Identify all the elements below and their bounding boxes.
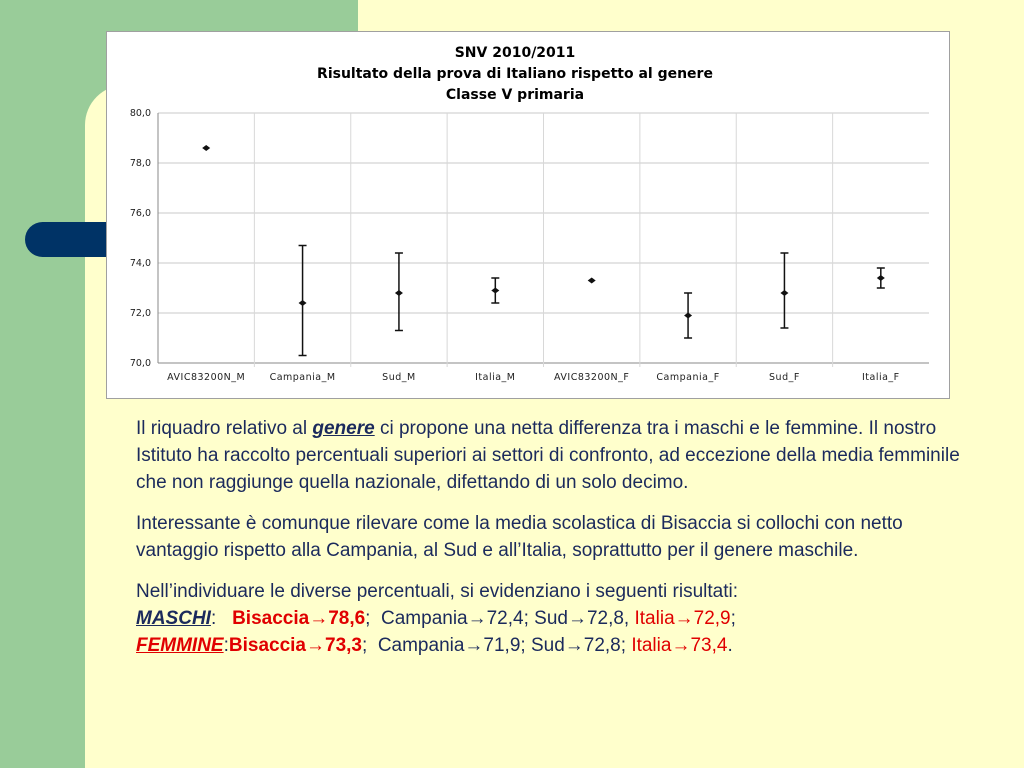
y-tick-label: 72,0 <box>129 308 151 319</box>
data-point <box>491 288 499 294</box>
chart-title-3: Classe V primaria <box>445 87 585 103</box>
p1-end: ci propone una netta differenza tra i maschi e le femmine. Il nostro Istituto ha raccolto percentuali superiori ai settori di confronto, ad eccezione della media femminile che non raggiunge quella nazionale, difettando di un solo decimo. <box>136 418 960 493</box>
maschi-end: ; <box>730 608 736 629</box>
x-tick-label: Campania_F <box>656 372 720 383</box>
decorative-pill <box>25 222 115 257</box>
femmine-bisaccia: Bisaccia→73,3 <box>228 635 362 656</box>
maschi-italia: Italia→72,9 <box>634 608 731 629</box>
femmine-label: FEMMINE <box>136 635 224 656</box>
x-tick-label: Italia_F <box>861 372 900 383</box>
background-green-left <box>0 0 85 768</box>
data-point <box>299 300 307 306</box>
chart <box>106 31 950 399</box>
x-tick-label: Campania_M <box>269 372 336 383</box>
y-tick-label: 70,0 <box>129 358 151 369</box>
paragraph-1 <box>136 415 966 496</box>
x-tick-label: Sud_M <box>382 372 416 383</box>
femmine-rest: ; Campania→71,9; Sud→72,8; <box>361 635 632 656</box>
p1-start: Il riquadro relativo al <box>136 418 313 439</box>
data-point <box>780 290 788 296</box>
maschi-bisaccia: Bisaccia→78,6 <box>232 608 366 629</box>
maschi-rest: ; Campania→72,4; Sud→72,8, <box>365 608 635 629</box>
chart-title-2: Risultato della prova di Italiano rispetto al genere <box>317 66 713 82</box>
data-point <box>588 278 596 284</box>
slide-text <box>136 415 966 659</box>
data-point <box>202 145 210 151</box>
chart-svg <box>107 32 949 398</box>
femmine-sep: : <box>223 635 229 656</box>
data-point <box>877 275 885 281</box>
chart-title-1: SNV 2010/2011 <box>454 45 576 61</box>
y-tick-label: 80,0 <box>129 108 151 119</box>
x-tick-label: AVIC83200N_M <box>167 372 246 383</box>
genere-emphasis: genere <box>312 418 375 439</box>
x-tick-label: AVIC83200N_F <box>554 372 630 383</box>
y-tick-label: 78,0 <box>129 158 151 169</box>
data-point <box>395 290 403 296</box>
x-tick-label: Italia_M <box>475 372 516 383</box>
p3-intro: Nell’individuare le diverse percentuali, si evidenziano i seguenti risultati: <box>136 581 738 602</box>
paragraph-2: Interessante è comunque rilevare come la media scolastica di Bisaccia si collochi con netto vantaggio rispetto alla Campania, al Sud e all’Italia, soprattutto per il genere maschile. <box>136 513 903 561</box>
paragraph-3 <box>136 578 966 659</box>
x-tick-label: Sud_F <box>769 372 800 383</box>
femmine-end: . <box>727 635 733 656</box>
maschi-label: MASCHI <box>136 608 211 629</box>
maschi-sep: : <box>210 608 233 629</box>
femmine-italia: Italia→73,4 <box>631 635 728 656</box>
y-tick-label: 74,0 <box>129 258 151 269</box>
y-tick-label: 76,0 <box>129 208 151 219</box>
